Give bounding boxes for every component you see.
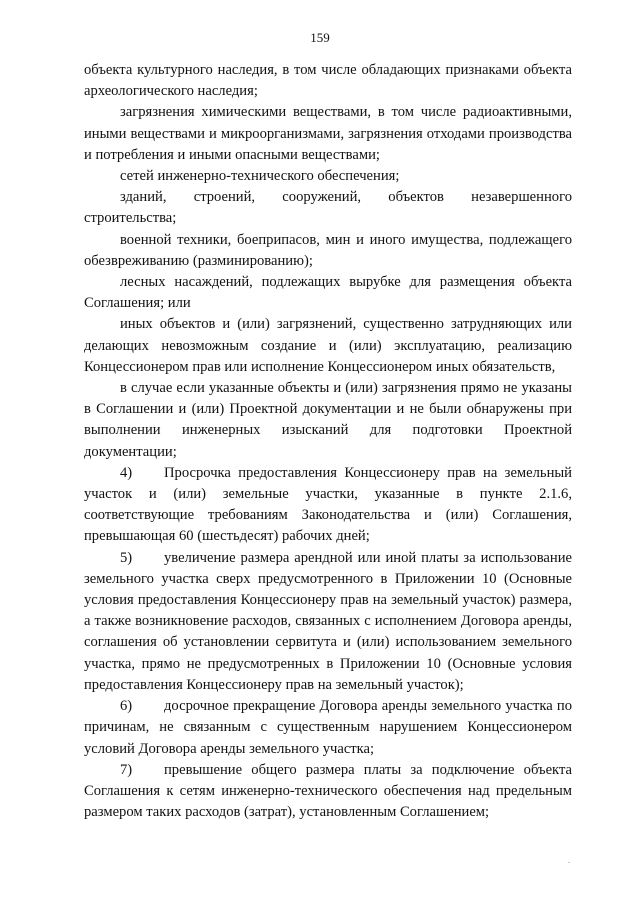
- paragraph-6: лесных насаждений, подлежащих вырубке для размещения объекта Соглашения; или: [84, 274, 572, 312]
- scan-dot: .: [568, 856, 570, 865]
- list-item-7: 7) превышение общего размера платы за подключение объекта Соглашения к сетям инженерно-технического обеспечения над предельным размером таких расходов (затрат), установленным Соглашением;: [84, 761, 572, 821]
- page-number: 159: [310, 30, 330, 45]
- list-item-6: 6) досрочное прекращение Договора аренды земельного участка по причинам, не связанным с существенным нарушением Концессионером условий Договора аренды земельного участка;: [84, 698, 572, 757]
- paragraph-2: загрязнения химическими веществами, в том числе радиоактивными, иными веществами и микроорганизмами, загрязнения отходами производства и потребления и иными опасными веществами;: [84, 104, 572, 163]
- paragraph-3: сетей инженерно-технического обеспечения;: [120, 168, 400, 185]
- paragraph-1: объекта культурного наследия, в том числе обладающих признаками объекта археологического наследия;: [84, 62, 572, 100]
- paragraph-8: в случае если указанные объекты и (или) загрязнения прямо не указаны в Соглашении и (или) Проектной документации и не были обнаружены при выполнении инженерных изысканий для подготовки Проектной документации;: [84, 380, 572, 460]
- page-body: [84, 60, 572, 823]
- list-item-5: 5) увеличение размера арендной или иной платы за использование земельного участка сверх предусмотренного в Приложении 10 (Основные условия предоставления Концессионеру прав на земельный участок) размера, а также возникновение расходов, связанных с исполнением Договора аренды, соглашения об установлении сервитута и (или) использованием земельного участка, прямо не предусмотренных в Приложении 10 (Основные условия предоставления Концессионеру прав на земельный участок);: [84, 549, 572, 693]
- paragraph-4: зданий, строений, сооружений, объектов незавершенного строительства;: [84, 189, 572, 227]
- list-number: 4): [120, 464, 133, 481]
- list-number: 6): [120, 698, 133, 715]
- paragraph-5: военной техники, боеприпасов, мин и иного имущества, подлежащего обезвреживанию (разминированию);: [84, 231, 572, 269]
- list-number: 7): [120, 761, 133, 778]
- list-item-4: 4) Просрочка предоставления Концессионеру прав на земельный участок и (или) земельные участки, указанные в пункте 2.1.6, соответствующие требованиям Законодательства и (или) Соглашения, превышающая 60 (шестьдесят) рабочих дней;: [84, 464, 572, 545]
- paragraph-7: иных объектов и (или) загрязнений, существенно затрудняющих или делающих невозможным создание и (или) эксплуатацию, реализацию Концессионером прав или исполнение Концессионером иных обязательств,: [84, 316, 572, 375]
- list-number: 5): [120, 549, 133, 566]
